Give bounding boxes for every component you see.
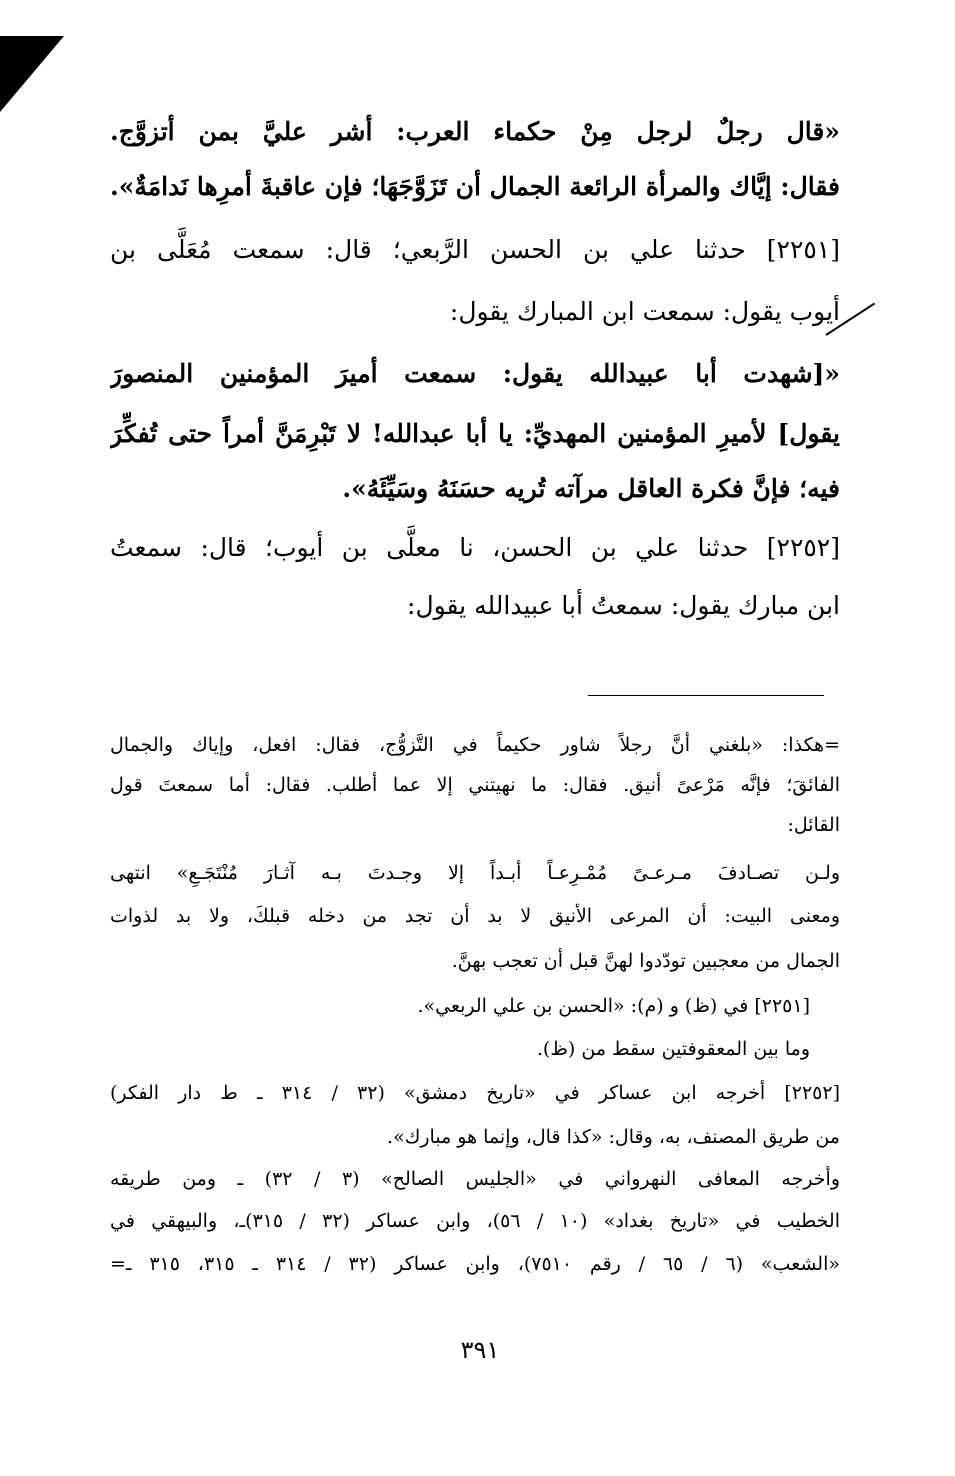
main-text-line-9: ابن مبارك يقول: سمعتُ أبا عبيدالله يقول: [407, 591, 840, 620]
main-text-line-2: فقال: إيَّاك والمرأة الرائعة الجمال أن تَزَوَّجَهَا؛ فإن عاقبةَ أمرِها نَدامَةٌ». [110, 172, 840, 201]
corner-tab-mark [0, 36, 64, 112]
footnote-line-11: وأخرجه المعافى النهرواني في «الجليس الصالح» (٣ / ٣٢) ـ ومن طريقه [110, 1168, 840, 1190]
footnote-verse-line: ولـن تصـادفَ مـرعـىً مُمْـرِعـاً أبـداً إلا وجـدتَ بـه آثـارَ مُنْتَجَـعِ» انتهى [110, 862, 840, 884]
footnote-separator [588, 695, 824, 696]
footnote-line-5: ومعنى البيت: أن المرعى الأنيق لا بد أن تجد من دخله قبلكَ، ولا بد لذوات [110, 905, 840, 927]
footnote-line-9: [٢٢٥٢] أخرجه ابن عساكر في «تاريخ دمشق» (٣٢ / ٣١٤ ـ ط دار الفكر) [110, 1082, 840, 1104]
footnote-line-8: وما بين المعقوفتين سقط من (ظ). [536, 1038, 810, 1060]
main-text-line-1: «قال رجلٌ لرجل مِنْ حكماء العرب: أشر عليَّ بمن أتزوَّج. [110, 117, 840, 146]
main-text-line-6: يقول] لأميرِ المؤمنين المهديِّ: يا أبا عبدالله! لا تَبْرِمَنَّ أمراً حتى تُفكِّرَ [110, 419, 840, 448]
page-number: ٣٩١ [460, 1336, 500, 1364]
footnote-line-7: [٢٢٥١] في (ظ) و (م): «الحسن بن علي الربعي». [417, 995, 810, 1017]
main-text-line-4: أيوب يقول: سمعت ابن المبارك يقول: [449, 297, 840, 326]
footnote-line-12: الخطيب في «تاريخ بغداد» (١٠ / ٥٦)، وابن عساكر (٣٢ / ٣١٥)ـ، والبيهقي في [110, 1210, 840, 1232]
main-text-line-3: [٢٢٥١] حدثنا علي بن الحسن الرَّبعي؛ قال: سمعت مُعَلَّى بن [110, 235, 840, 264]
footnote-line-10: من طريق المصنف، به، وقال: «كذا قال، وإنما هو مبارك». [387, 1126, 840, 1148]
footnote-line-6: الجمال من معجبين تودّدوا لهنَّ قبل أن تعجب بهنَّ. [451, 950, 840, 972]
main-text-line-8: [٢٢٥٢] حدثنا علي بن الحسن، نا معلَّى بن أيوب؛ قال: سمعتُ [110, 533, 840, 562]
main-text-line-7: فيه؛ فإنَّ فكرة العاقل مرآته تُريه حسَنَهُ وسَيِّئَهُ». [342, 474, 840, 503]
footnote-line-3: القائل: [787, 814, 840, 836]
footnote-line-2: الفائقَ؛ فإنَّه مَرْعىً أنيق. فقال: ما نهيتني إلا عما أطلب. فقال: أما سمعتَ قول [110, 774, 840, 796]
footnote-line-13: «الشعب» (٦ / ٦٥ / رقم ٧٥١٠)، وابن عساكر (٣٢ / ٣١٤ ـ ٣١٥، ٣١٥ ـ= [110, 1253, 840, 1275]
footnote-line-1: =هكذا: «بلغني أنَّ رجلاً شاور حكيماً في التَّزوُّج، فقال: افعل، وإياك والجمال [110, 734, 840, 756]
main-text-line-5: «[شهدت أبا عبيدالله يقول: سمعت أميرَ المؤمنين المنصورَ [110, 359, 840, 388]
